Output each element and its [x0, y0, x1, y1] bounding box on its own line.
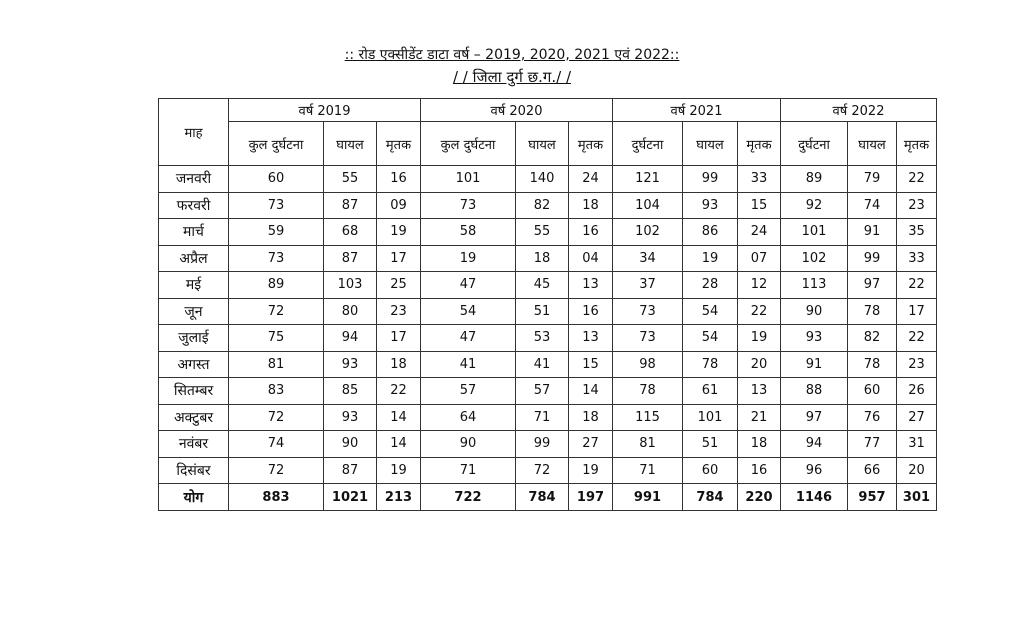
- injured-cell: 71: [516, 404, 569, 431]
- accidents-cell: 90: [421, 431, 516, 458]
- accidents-cell: 34: [613, 245, 683, 272]
- col-accidents-2021: दुर्घटना: [613, 122, 683, 166]
- injured-cell: 86: [683, 219, 738, 246]
- year-header-2021: वर्ष 2021: [613, 99, 781, 122]
- col-injured-2021: घायल: [683, 122, 738, 166]
- district-subtitle: / / जिला दुर्ग छ.ग./ /: [452, 68, 572, 86]
- col-accidents-2020: कुल दुर्घटना: [421, 122, 516, 166]
- accidents-cell: 104: [613, 192, 683, 219]
- injured-cell: 82: [516, 192, 569, 219]
- table-row: [159, 272, 937, 299]
- injured-cell: 99: [683, 166, 738, 193]
- accidents-cell: 88: [781, 378, 848, 405]
- table-body: [159, 166, 937, 511]
- year-header-2019: वर्ष 2019: [229, 99, 421, 122]
- injured-cell: 140: [516, 166, 569, 193]
- month-cell: फरवरी: [159, 192, 229, 219]
- table-row: [159, 404, 937, 431]
- deaths-cell: 22: [897, 272, 937, 299]
- deaths-cell: 197: [569, 484, 613, 511]
- deaths-cell: 25: [377, 272, 421, 299]
- deaths-cell: 220: [738, 484, 781, 511]
- accidents-cell: 73: [613, 325, 683, 352]
- injured-cell: 90: [324, 431, 377, 458]
- injured-cell: 45: [516, 272, 569, 299]
- accidents-cell: 73: [613, 298, 683, 325]
- table-row: [159, 351, 937, 378]
- accidents-cell: 94: [781, 431, 848, 458]
- injured-cell: 53: [516, 325, 569, 352]
- accidents-cell: 71: [421, 457, 516, 484]
- injured-cell: 80: [324, 298, 377, 325]
- deaths-cell: 24: [738, 219, 781, 246]
- injured-cell: 93: [324, 404, 377, 431]
- injured-cell: 54: [683, 298, 738, 325]
- accidents-cell: 93: [781, 325, 848, 352]
- col-injured-2019: घायल: [324, 122, 377, 166]
- deaths-cell: 18: [377, 351, 421, 378]
- injured-cell: 784: [683, 484, 738, 511]
- year-header-2022: वर्ष 2022: [781, 99, 937, 122]
- deaths-cell: 07: [738, 245, 781, 272]
- accidents-cell: 72: [229, 457, 324, 484]
- deaths-cell: 20: [897, 457, 937, 484]
- deaths-cell: 22: [377, 378, 421, 405]
- deaths-cell: 15: [569, 351, 613, 378]
- deaths-cell: 33: [738, 166, 781, 193]
- accidents-cell: 73: [229, 245, 324, 272]
- accident-data-table: [158, 98, 937, 511]
- deaths-cell: 301: [897, 484, 937, 511]
- injured-cell: 82: [848, 325, 897, 352]
- col-accidents-2019: कुल दुर्घटना: [229, 122, 324, 166]
- accidents-cell: 89: [229, 272, 324, 299]
- deaths-cell: 09: [377, 192, 421, 219]
- deaths-cell: 15: [738, 192, 781, 219]
- deaths-cell: 14: [377, 431, 421, 458]
- accidents-cell: 78: [613, 378, 683, 405]
- injured-cell: 60: [683, 457, 738, 484]
- injured-cell: 60: [848, 378, 897, 405]
- deaths-cell: 16: [377, 166, 421, 193]
- deaths-cell: 31: [897, 431, 937, 458]
- injured-cell: 99: [516, 431, 569, 458]
- accidents-cell: 19: [421, 245, 516, 272]
- injured-cell: 93: [683, 192, 738, 219]
- accidents-cell: 59: [229, 219, 324, 246]
- accidents-cell: 115: [613, 404, 683, 431]
- deaths-cell: 33: [897, 245, 937, 272]
- accidents-cell: 883: [229, 484, 324, 511]
- accidents-cell: 54: [421, 298, 516, 325]
- accidents-cell: 64: [421, 404, 516, 431]
- injured-cell: 85: [324, 378, 377, 405]
- table-row: [159, 219, 937, 246]
- table-row: [159, 192, 937, 219]
- injured-cell: 51: [516, 298, 569, 325]
- year-header-row: [159, 99, 937, 122]
- month-column-header: माह: [159, 99, 229, 166]
- injured-cell: 101: [683, 404, 738, 431]
- deaths-cell: 18: [738, 431, 781, 458]
- deaths-cell: 12: [738, 272, 781, 299]
- injured-cell: 66: [848, 457, 897, 484]
- deaths-cell: 21: [738, 404, 781, 431]
- deaths-cell: 26: [897, 378, 937, 405]
- accidents-cell: 1146: [781, 484, 848, 511]
- injured-cell: 18: [516, 245, 569, 272]
- injured-cell: 57: [516, 378, 569, 405]
- accidents-cell: 74: [229, 431, 324, 458]
- accidents-cell: 83: [229, 378, 324, 405]
- injured-cell: 784: [516, 484, 569, 511]
- injured-cell: 79: [848, 166, 897, 193]
- deaths-cell: 19: [377, 219, 421, 246]
- accidents-cell: 96: [781, 457, 848, 484]
- injured-cell: 74: [848, 192, 897, 219]
- injured-cell: 19: [683, 245, 738, 272]
- deaths-cell: 18: [569, 192, 613, 219]
- accidents-cell: 57: [421, 378, 516, 405]
- injured-cell: 91: [848, 219, 897, 246]
- col-deaths-2020: मृतक: [569, 122, 613, 166]
- table-row: [159, 431, 937, 458]
- accidents-cell: 47: [421, 272, 516, 299]
- accidents-cell: 73: [229, 192, 324, 219]
- deaths-cell: 35: [897, 219, 937, 246]
- accidents-cell: 81: [229, 351, 324, 378]
- deaths-cell: 13: [738, 378, 781, 405]
- accidents-cell: 101: [421, 166, 516, 193]
- month-cell: दिसंबर: [159, 457, 229, 484]
- table-row: [159, 298, 937, 325]
- month-cell: मार्च: [159, 219, 229, 246]
- deaths-cell: 16: [569, 298, 613, 325]
- accidents-cell: 101: [781, 219, 848, 246]
- accidents-cell: 113: [781, 272, 848, 299]
- month-cell: मई: [159, 272, 229, 299]
- month-cell: जनवरी: [159, 166, 229, 193]
- deaths-cell: 19: [738, 325, 781, 352]
- injured-cell: 28: [683, 272, 738, 299]
- deaths-cell: 19: [377, 457, 421, 484]
- injured-cell: 78: [848, 298, 897, 325]
- document-title: :: रोड एक्सीडेंट डाटा वर्ष – 2019, 2020, 2021 एवं 2022::: [344, 47, 680, 63]
- total-label: योग: [159, 484, 229, 511]
- accidents-cell: 60: [229, 166, 324, 193]
- injured-cell: 87: [324, 192, 377, 219]
- deaths-cell: 27: [897, 404, 937, 431]
- injured-cell: 97: [848, 272, 897, 299]
- year-header-2020: वर्ष 2020: [421, 99, 613, 122]
- accidents-cell: 722: [421, 484, 516, 511]
- deaths-cell: 19: [569, 457, 613, 484]
- col-injured-2022: घायल: [848, 122, 897, 166]
- injured-cell: 103: [324, 272, 377, 299]
- injured-cell: 78: [848, 351, 897, 378]
- injured-cell: 99: [848, 245, 897, 272]
- deaths-cell: 20: [738, 351, 781, 378]
- month-cell: अप्रैल: [159, 245, 229, 272]
- total-row: [159, 484, 937, 511]
- col-accidents-2022: दुर्घटना: [781, 122, 848, 166]
- col-deaths-2021: मृतक: [738, 122, 781, 166]
- deaths-cell: 213: [377, 484, 421, 511]
- month-cell: जुलाई: [159, 325, 229, 352]
- month-cell: अक्टुबर: [159, 404, 229, 431]
- injured-cell: 78: [683, 351, 738, 378]
- accidents-cell: 41: [421, 351, 516, 378]
- deaths-cell: 22: [738, 298, 781, 325]
- injured-cell: 76: [848, 404, 897, 431]
- injured-cell: 41: [516, 351, 569, 378]
- accidents-cell: 75: [229, 325, 324, 352]
- accidents-cell: 58: [421, 219, 516, 246]
- accidents-cell: 991: [613, 484, 683, 511]
- deaths-cell: 22: [897, 325, 937, 352]
- injured-cell: 93: [324, 351, 377, 378]
- deaths-cell: 13: [569, 325, 613, 352]
- deaths-cell: 23: [897, 192, 937, 219]
- accidents-cell: 97: [781, 404, 848, 431]
- accidents-cell: 89: [781, 166, 848, 193]
- accidents-cell: 102: [781, 245, 848, 272]
- injured-cell: 77: [848, 431, 897, 458]
- month-cell: सितम्बर: [159, 378, 229, 405]
- accidents-cell: 91: [781, 351, 848, 378]
- table-row: [159, 457, 937, 484]
- injured-cell: 68: [324, 219, 377, 246]
- deaths-cell: 04: [569, 245, 613, 272]
- accidents-cell: 92: [781, 192, 848, 219]
- month-cell: अगस्त: [159, 351, 229, 378]
- deaths-cell: 17: [377, 325, 421, 352]
- injured-cell: 51: [683, 431, 738, 458]
- month-cell: जून: [159, 298, 229, 325]
- deaths-cell: 14: [569, 378, 613, 405]
- injured-cell: 94: [324, 325, 377, 352]
- accidents-cell: 72: [229, 298, 324, 325]
- col-deaths-2019: मृतक: [377, 122, 421, 166]
- deaths-cell: 17: [377, 245, 421, 272]
- deaths-cell: 24: [569, 166, 613, 193]
- table-row: [159, 378, 937, 405]
- deaths-cell: 14: [377, 404, 421, 431]
- deaths-cell: 16: [738, 457, 781, 484]
- table-row: [159, 325, 937, 352]
- injured-cell: 87: [324, 245, 377, 272]
- deaths-cell: 22: [897, 166, 937, 193]
- injured-cell: 54: [683, 325, 738, 352]
- column-header-row: [159, 122, 937, 166]
- col-deaths-2022: मृतक: [897, 122, 937, 166]
- accidents-cell: 37: [613, 272, 683, 299]
- accidents-cell: 71: [613, 457, 683, 484]
- deaths-cell: 23: [377, 298, 421, 325]
- accidents-cell: 81: [613, 431, 683, 458]
- table-row: [159, 166, 937, 193]
- accidents-cell: 47: [421, 325, 516, 352]
- injured-cell: 72: [516, 457, 569, 484]
- accidents-cell: 98: [613, 351, 683, 378]
- deaths-cell: 23: [897, 351, 937, 378]
- document-heading: [0, 44, 1024, 88]
- deaths-cell: 27: [569, 431, 613, 458]
- deaths-cell: 16: [569, 219, 613, 246]
- accidents-cell: 72: [229, 404, 324, 431]
- col-injured-2020: घायल: [516, 122, 569, 166]
- injured-cell: 55: [516, 219, 569, 246]
- injured-cell: 61: [683, 378, 738, 405]
- deaths-cell: 13: [569, 272, 613, 299]
- month-cell: नवंबर: [159, 431, 229, 458]
- injured-cell: 1021: [324, 484, 377, 511]
- injured-cell: 957: [848, 484, 897, 511]
- injured-cell: 87: [324, 457, 377, 484]
- accidents-cell: 102: [613, 219, 683, 246]
- accidents-cell: 121: [613, 166, 683, 193]
- table-row: [159, 245, 937, 272]
- injured-cell: 55: [324, 166, 377, 193]
- deaths-cell: 18: [569, 404, 613, 431]
- accidents-cell: 73: [421, 192, 516, 219]
- deaths-cell: 17: [897, 298, 937, 325]
- accidents-cell: 90: [781, 298, 848, 325]
